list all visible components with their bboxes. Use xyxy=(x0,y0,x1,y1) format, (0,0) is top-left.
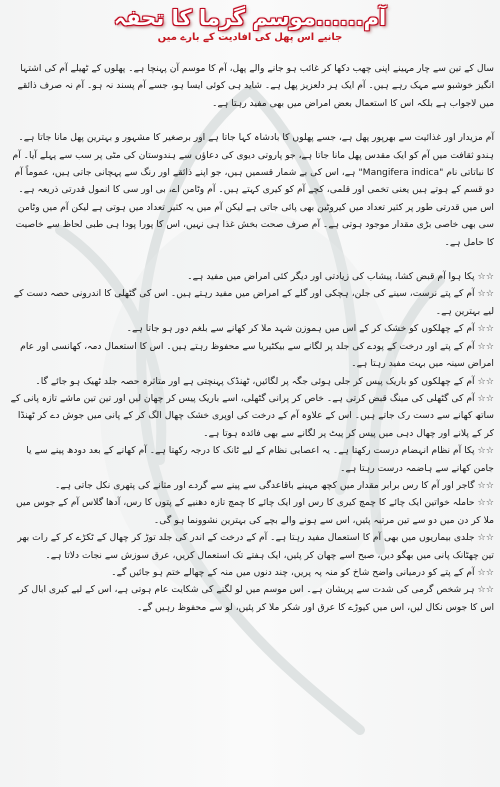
article-title: آم......موسم گرما کا تحفہ xyxy=(113,6,387,30)
intro-paragraph: سال کے تین سے چار مہینے اپنی چھب دکھا کر غائب ہو جانے والے پھل، آم کا موسم آن پہنچا ہے۔ پھلوں کے ٹھیلے آم کی اشتہا انگیز خوشبو سے مہک رہے ہیں۔ آم ایک ہر دلعزیز پھل ہے۔ شاید ہی کوئی ایسا ہو، جسے آم پسند نہ ہو۔ آم نہ صرف ذائقے میں لاجواب ہے بلکہ اس کا استعمال بعض امراض میں بھی مفید رہتا ہے۔ xyxy=(17,63,494,109)
star-icon: ☆☆ xyxy=(477,479,494,491)
list-item: ☆☆ آم کے پتے اور درخت کے پودے کی جلد پر لگانے سے بیکٹیریا سے محفوظ رہتے ہیں۔ اس کا استعمال دمہ، کھانسی اور عام امراض سینہ میں بہت مفید رہتا ہے۔ xyxy=(20,340,494,370)
star-icon: ☆☆ xyxy=(477,340,494,352)
star-icon: ☆☆ xyxy=(477,392,494,404)
article-body xyxy=(6,60,494,616)
star-icon: ☆☆ xyxy=(477,532,494,544)
list-item: ☆☆ آم کے پتے کو درمیانی واضح شاخ کو منہ پہ پریں، چند دنوں میں منہ کے چھالے ختم ہو جائیں گے۔ xyxy=(111,566,494,578)
article-subtitle: جانیے اس پھل کی افادیت کے بارے میں xyxy=(157,32,343,43)
list-item: ☆☆ آم کے چھلکوں کو خشک کر کے اس میں ہموزن شہد ملا کر کھانے سے بلغم دور ہو جاتا ہے۔ xyxy=(126,323,494,335)
star-icon: ☆☆ xyxy=(477,445,494,457)
star-icon: ☆☆ xyxy=(477,271,494,283)
list-item: ☆☆ آم کے پتے نرست، سینے کی جلن، ہچکی اور گلے کے امراض میں مفید رہتے ہیں۔ اس کی گٹھلی کا اندرونی حصہ دست کے لیے بہترین ہے۔ xyxy=(13,288,494,317)
list-item: ☆☆ پکا آم نظام انہضام درست رکھتا ہے۔ یہ اعصابی نظام کے لیے ٹانک کا درجہ رکھتا ہے۔ آم کھانے کے بعد دودھ پینے سے یا جامن کھانے سے ہاضمہ درست رہتا ہے۔ xyxy=(26,445,494,474)
list-item: ☆☆ ہر شخص گرمی کی شدت سے پریشان ہے۔ اس موسم میں لو لگنے کی شکایت عام ہوتی ہے، اس کے لیے کیری ابال کر اس کا جوس نکال لیں، اس میں کیوڑے کا عرق اور شکر ملا کر پئیں، لو سے محفوظ رہیں گے۔ xyxy=(19,584,494,613)
star-icon: ☆☆ xyxy=(477,497,494,509)
list-item: ☆☆ جلدی بیماریوں میں بھی آم کا استعمال مفید رہتا ہے۔ آم کے درخت کے اندر کی جلد توڑ کر چھال کے ٹکڑے کر کے رات بھر تین چھٹانک پانی میں بھگو دیں، صبح اسے چھان کر پئیں، ایک ہفتے تک استعمال کریں، عرق سوزش سے نجات دلاتا ہے۔ xyxy=(17,532,494,561)
body-paragraph: آم مزیدار اور غذائیت سے بھرپور پھل ہے، جسے پھلوں کا بادشاہ کہا جاتا ہے اور برصغیر کا مشہور و بہترین پھل مانا جاتا ہے۔ ہندو ثقافت میں آم کو ایک مقدس پھل مانا جاتا ہے، جو پاروتی دیوی کی دعاؤں سے ہندوستان کی مٹی پر سب سے پہلے آیا۔ آم کا نباتاتی نام "Mangifera indica" ہے، اس کی بے شمار قسمیں ہیں، جو اپنے ذائقے اور رنگ سے پہچانی جاتی ہیں، عموماً آم دو قسم کے ہوتے ہیں یعنی تخمی اور قلمی، کچے آم کو کیری کہتے ہیں۔ آم وٹامن اے، بی اور سی کا انمول قدرتی ذریعہ ہے۔ اس میں قدرتی طور پر کثیر تعداد میں کیروٹین بھی پائی جاتی ہے لیکن آم میں یہ کثیر تعداد میں ہوتی ہے لیکن آم میں وٹامن سی بھی خاصی بڑی مقدار موجود ہوتی ہے۔ آم صرف صحت بخش غذا ہی نہیں، اس کا پورا پودا ہی طبی لحاظ سے خاصیت کا حامل ہے۔ xyxy=(12,132,494,248)
list-item: ☆☆ حاملہ خواتین ایک چائے کا چمچ کیری کا رس اور ایک چائے کا چمچ تازہ دھنیے کے پتوں کا رس، آدھا گلاس آم کے جوس میں ملا کر دن میں دو سے تین مرتبہ پئیں، اس سے ہونے والے بچے کی بہترین نشوونما ہو گی۔ xyxy=(16,497,494,526)
list-item: ☆☆ پکا ہوا آم قبض کشا، پیشاب کی زیادتی اور دیگر کئی امراض میں مفید ہے۔ xyxy=(187,271,494,283)
star-icon: ☆☆ xyxy=(477,584,494,596)
benefits-list xyxy=(6,268,494,616)
list-item: ☆☆ آم کی گٹھلی کی مینگ قبض کرتی ہے۔ خاص کر پرانی گٹھلی، اسے باریک پیس کر چھان لیں اور تین تین ماشے تازہ پانی کے ساتھ کھانے سے دست رک جاتے ہیں۔ اس کے علاوہ آم کے درخت کی اوپری خشک چھال الگ کر کے پانی میں جوش دے کر ٹھنڈا کر کے پلانے اور چھال دہی میں پیس کر پیٹ پر لگانے سے بھی فائدہ ہوتا ہے۔ xyxy=(10,392,494,439)
star-icon: ☆☆ xyxy=(477,323,494,335)
star-icon: ☆☆ xyxy=(477,566,494,578)
star-icon: ☆☆ xyxy=(477,375,494,387)
star-icon: ☆☆ xyxy=(477,288,494,300)
list-item: ☆☆ آم کے چھلکوں کو باریک پیس کر جلی ہوئی جگہ پر لگائیں، ٹھنڈک پہنچتی ہے اور متاثرہ حصہ جلد ٹھیک ہو جائے گا۔ xyxy=(35,375,494,387)
article-header xyxy=(0,6,500,43)
list-item: ☆☆ گاجر اور آم کا رس برابر مقدار میں کچھ مہینے باقاعدگی سے پینے سے گردے اور مثانے کی پتھری نکل جاتی ہے۔ xyxy=(55,479,494,491)
